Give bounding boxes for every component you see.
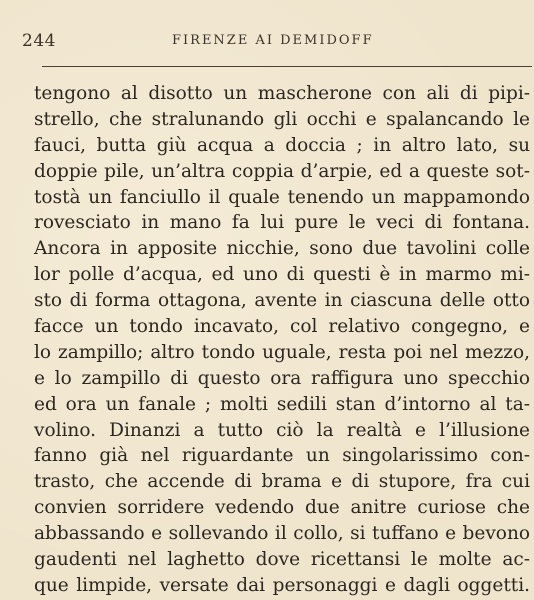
page-number: 244 — [22, 31, 56, 51]
text-line: fanno già nel riguardante un singolarissimo con- — [34, 445, 530, 467]
body-text — [34, 81, 530, 599]
text-line: abbassando e sollevando il collo, si tuffano e bevono — [34, 523, 530, 545]
text-line: convien sorridere vedendo due anitre curiose che — [34, 497, 530, 519]
text-line: rovesciato in mano fa lui pure le veci di fontana. — [34, 212, 530, 234]
text-line: volino. Dinanzi a tutto ciò la realtà e l’illusione — [34, 419, 530, 441]
running-head: FIRENZE AI DEMIDOFF — [172, 33, 374, 48]
text-line: fauci, butta giù acqua a doccia ; in altro lato, su — [34, 134, 530, 156]
text-line: tengono al disotto un mascherone con ali di pipi- — [34, 83, 530, 104]
header-rule — [42, 66, 532, 67]
text-line: Ancora in apposite nicchie, sono due tavolini colle — [34, 238, 530, 260]
text-line: lo zampillo; altro tondo uguale, resta poi nel mezzo, — [34, 341, 530, 363]
text-line: lor polle d’acqua, ed uno di questi è in marmo mi- — [34, 264, 530, 286]
text-line: facce un tondo incavato, col relativo congegno, e — [34, 316, 530, 338]
text-line: sto di forma ottagona, avente in ciascuna delle otto — [34, 290, 530, 312]
text-line: e lo zampillo di questo ora raffigura uno specchio — [34, 367, 530, 389]
text-line: strello, che stralunando gli occhi e spalancando le — [34, 108, 530, 130]
text-line: que limpide, versate dai personaggi e dagli oggetti. — [34, 574, 530, 596]
text-line: ed ora un fanale ; molti sedili stan d’intorno al ta- — [34, 393, 530, 415]
text-line: doppie pile, un’altra coppia d’arpie, ed a queste sot- — [34, 160, 530, 182]
text-line: trasto, che accende di brama e di stupore, fra cui — [34, 471, 530, 493]
text-line: gaudenti nel laghetto dove ricettansi le molte ac- — [34, 549, 530, 571]
page-header — [22, 31, 520, 53]
text-line: tostà un fanciullo il quale tenendo un mappamondo — [34, 186, 530, 208]
